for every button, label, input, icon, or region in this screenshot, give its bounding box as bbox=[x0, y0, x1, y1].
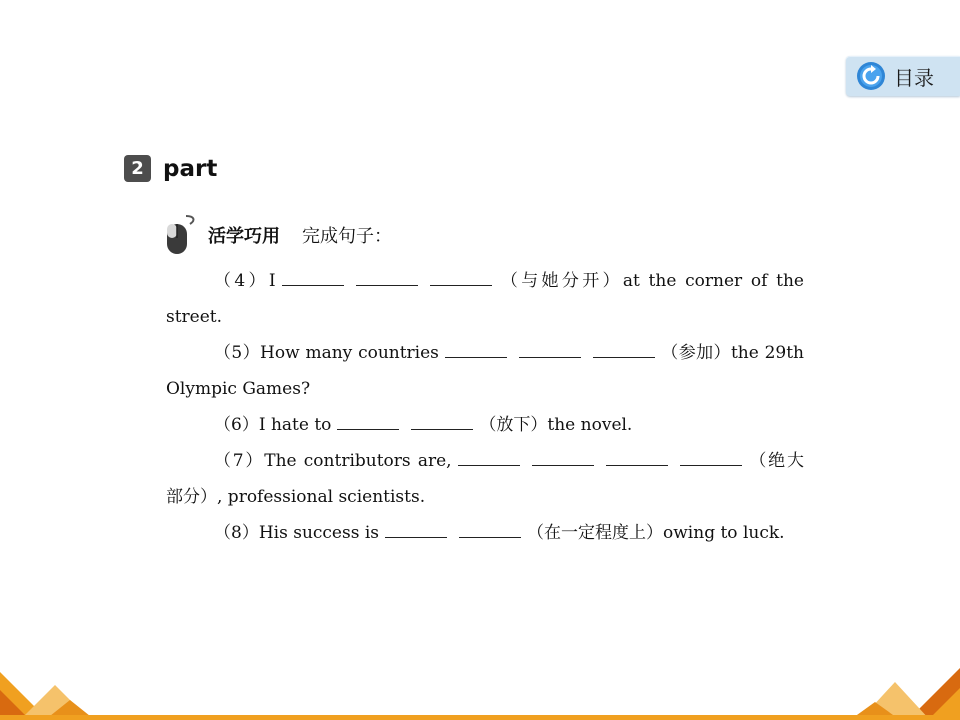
section-title: 活学巧用 bbox=[208, 226, 280, 247]
bottom-accent-bar bbox=[0, 715, 960, 720]
part-header bbox=[124, 155, 217, 182]
exercise-number: （7） bbox=[214, 451, 265, 471]
exercise-text-before: I bbox=[268, 271, 276, 291]
exercise-item-6 bbox=[166, 407, 804, 443]
exercise-number: （5） bbox=[214, 343, 261, 363]
exercise-item-4 bbox=[166, 263, 804, 335]
exercise-text-after: the 29th Olympic Games? bbox=[166, 343, 804, 399]
exercise-hint: （放下） bbox=[479, 415, 548, 435]
exercise-hint: （参加） bbox=[660, 343, 731, 363]
corner-decoration-right bbox=[850, 660, 960, 720]
exercise-list bbox=[166, 263, 804, 551]
answer-blank[interactable] bbox=[445, 343, 507, 358]
exercise-text-before: The contributors are, bbox=[264, 451, 452, 471]
exercise-hint: （在一定程度上） bbox=[527, 523, 664, 543]
answer-blank[interactable] bbox=[458, 451, 520, 466]
answer-blank[interactable] bbox=[430, 271, 492, 286]
exercise-text-after: at the corner of the street. bbox=[166, 271, 804, 327]
part-title: part bbox=[163, 155, 218, 182]
exercise-text-after: , professional scientists. bbox=[217, 487, 426, 507]
answer-blank[interactable] bbox=[356, 271, 418, 286]
answer-blank[interactable] bbox=[606, 451, 668, 466]
refresh-icon bbox=[856, 61, 886, 91]
exercise-text-before: His success is bbox=[258, 523, 380, 543]
exercise-item-7 bbox=[166, 443, 804, 515]
answer-blank[interactable] bbox=[459, 523, 521, 538]
exercise-number: （8） bbox=[214, 523, 259, 543]
exercise-text-after: the novel. bbox=[547, 415, 633, 435]
exercise-hint: （与她分开） bbox=[497, 271, 623, 291]
exercise-item-5 bbox=[166, 335, 804, 407]
corner-decoration-left bbox=[0, 660, 100, 720]
toc-label: 目录 bbox=[894, 65, 934, 90]
answer-blank[interactable] bbox=[282, 271, 344, 286]
answer-blank[interactable] bbox=[593, 343, 655, 358]
exercise-item-8 bbox=[166, 515, 804, 551]
answer-blank[interactable] bbox=[680, 451, 742, 466]
exercise-text-before: How many countries bbox=[260, 343, 439, 363]
answer-blank[interactable] bbox=[519, 343, 581, 358]
answer-blank[interactable] bbox=[385, 523, 447, 538]
exercise-number: （6） bbox=[214, 415, 259, 435]
answer-blank[interactable] bbox=[411, 415, 473, 430]
mouse-icon bbox=[164, 214, 200, 256]
section-subtitle: 完成句子： bbox=[302, 226, 392, 247]
section-header bbox=[164, 214, 392, 256]
toc-button[interactable] bbox=[846, 56, 960, 96]
exercise-text-after: owing to luck. bbox=[663, 523, 785, 543]
answer-blank[interactable] bbox=[337, 415, 399, 430]
answer-blank[interactable] bbox=[532, 451, 594, 466]
exercise-number: （4） bbox=[214, 271, 269, 291]
part-number-badge: 2 bbox=[124, 155, 151, 182]
exercise-hint: （绝大部分） bbox=[166, 451, 804, 507]
exercise-text-before: I hate to bbox=[258, 415, 332, 435]
